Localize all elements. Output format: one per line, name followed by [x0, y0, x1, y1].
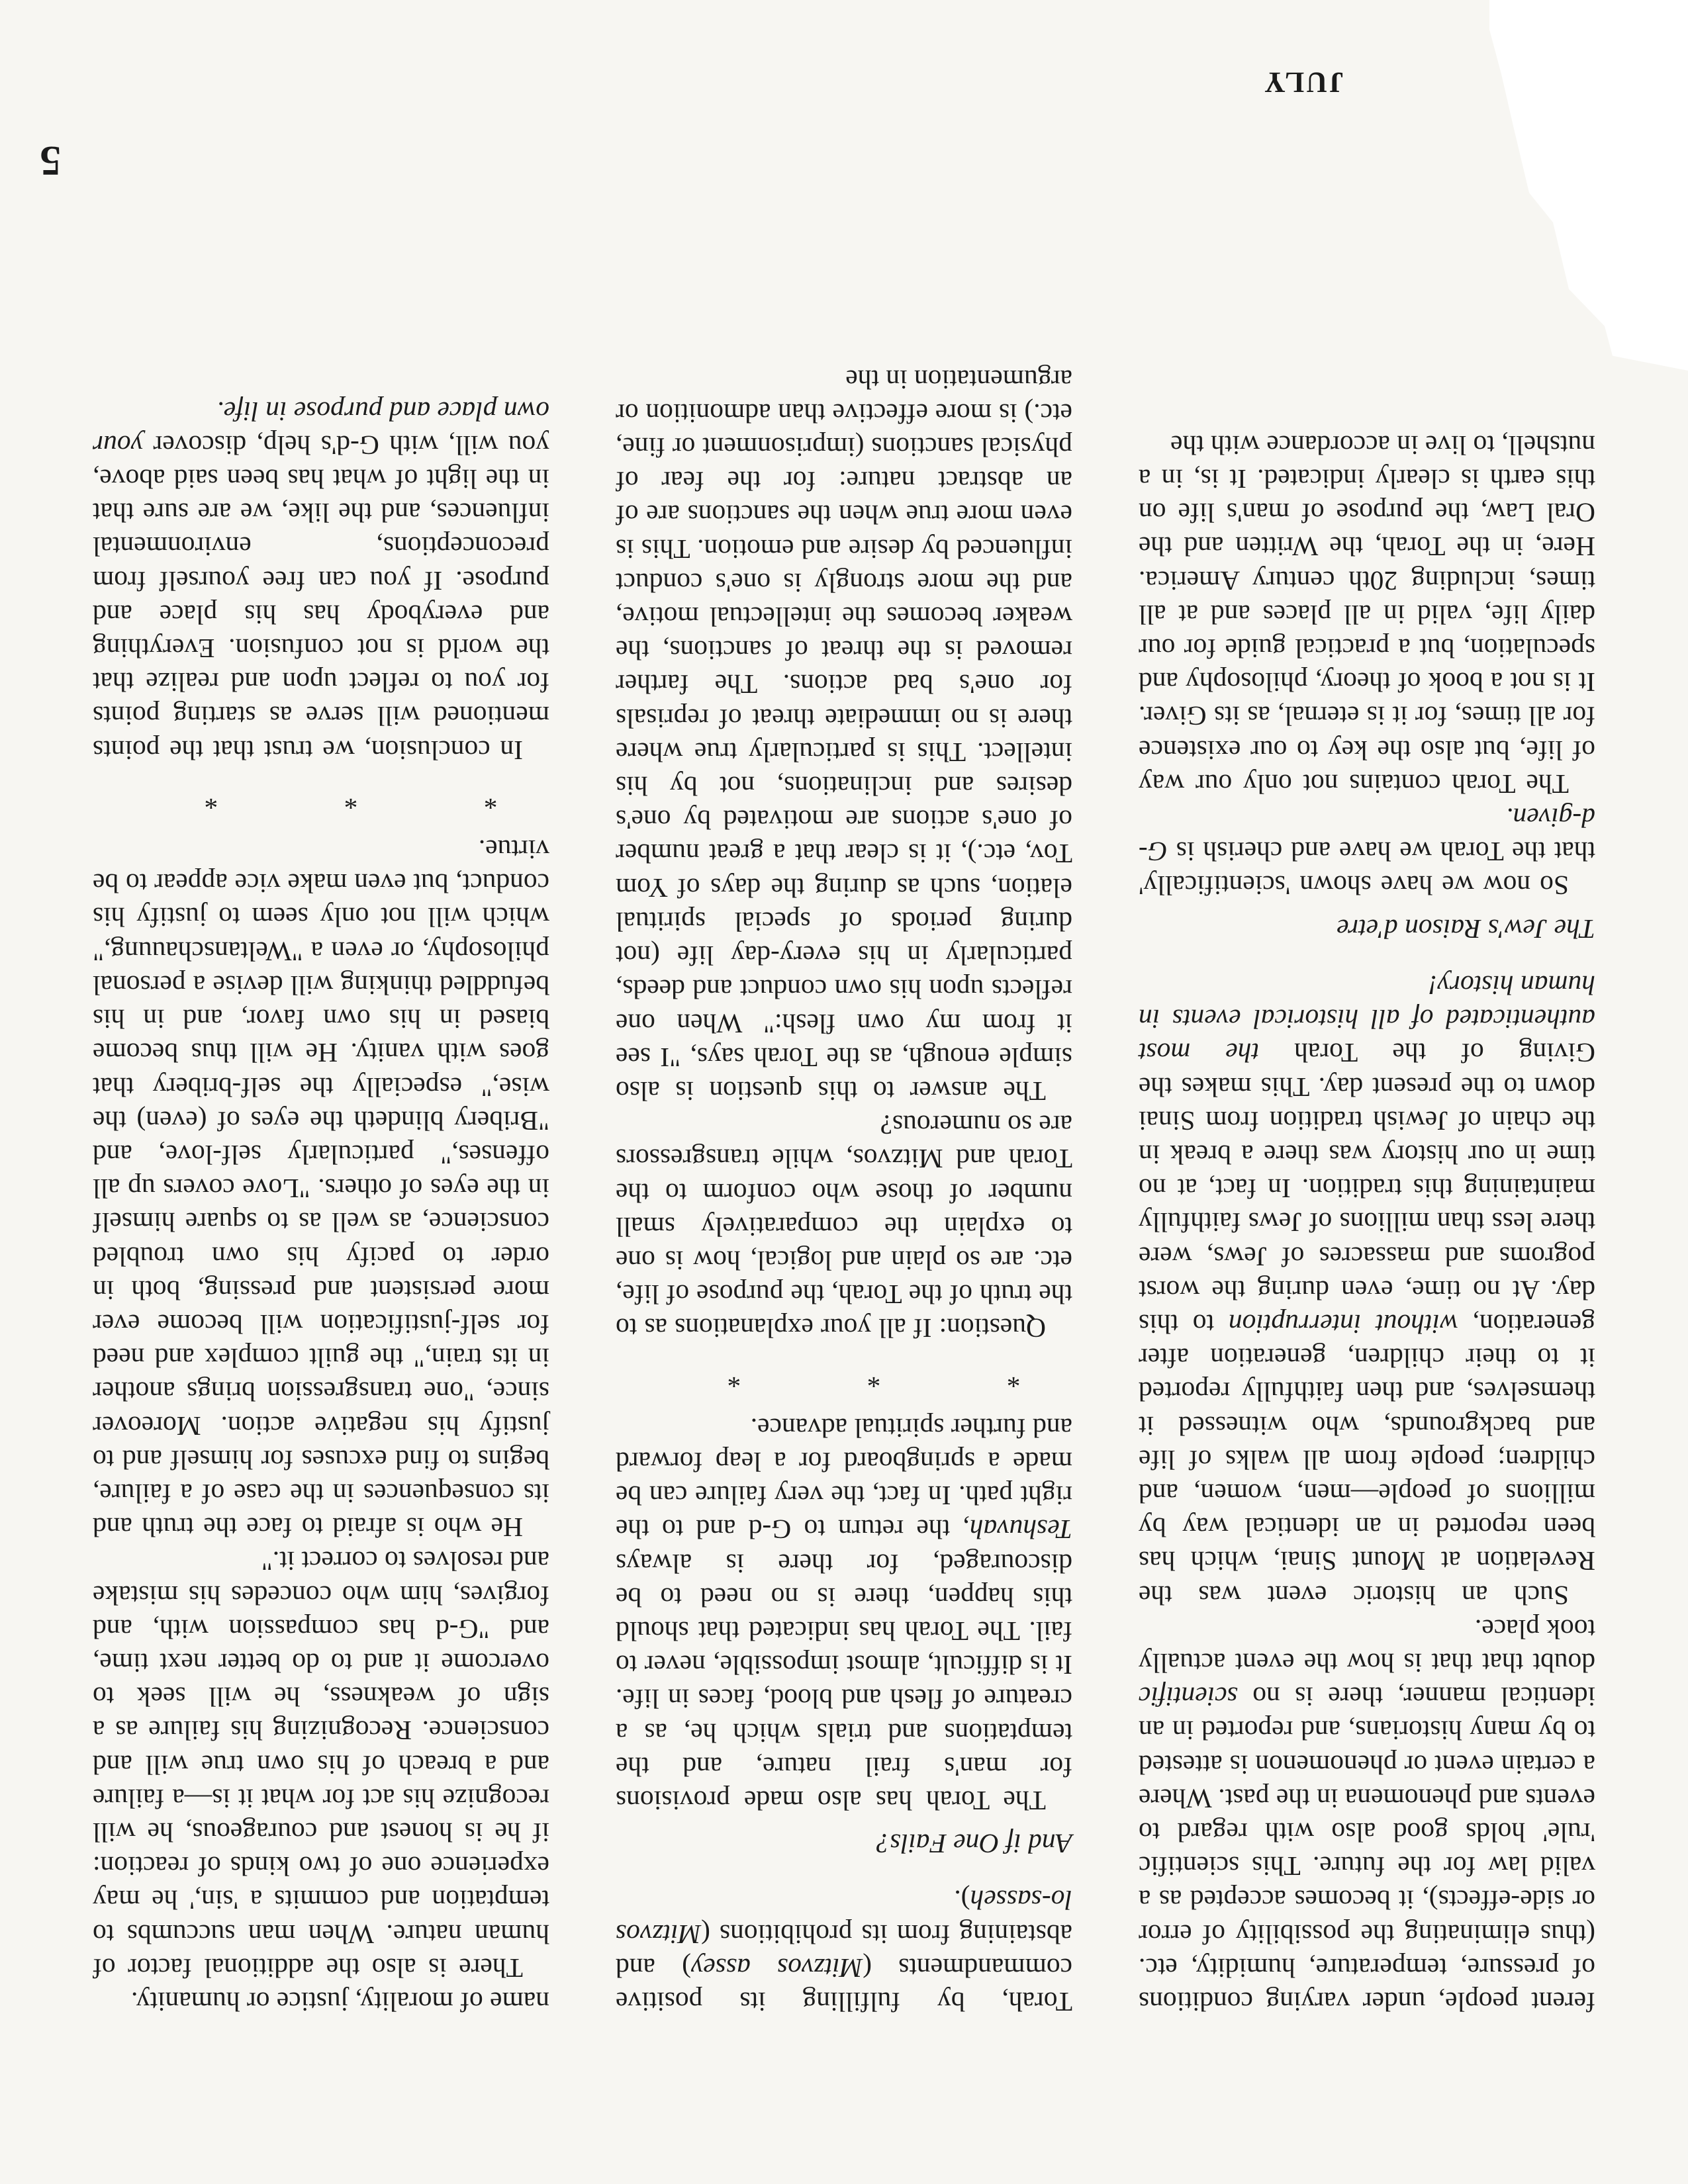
paragraph: The answer to this question is also simple enough, as the Torah says, "I see it from my own flesh:" When one reflects upon his own conduct and deeds, particularly in his every-day life (not during periods of special spiritual elation, such as during the days of Yom Tov, etc.), it is clear that a great number of one's actions are motivated by one's desires and inclinations, not by his intellect. This is particularly true where there is no immediate threat of reprisals for one's bad actions. The farther removed is the threat of sanctions, the weaker becomes the intellectual motive, and the more strongly is one's conduct influenced by desire and emotion. This is even more true when the sanctions are of an abstract nature: for the fear of physical sanctions (imprisonment or fine, etc.) is more effective than admonition or argumentation in the — [616, 364, 1072, 1107]
paragraph — [1139, 1612, 1595, 2019]
paragraph-text: ). — [954, 1885, 970, 1916]
emphasis: Mitzvos lo-sasseh — [616, 1885, 1072, 1950]
paragraph-text: In conclusion, we trust that the points mentioned will serve as starting points for you to reflect upon and realize that the world is not confusion. Everything and everybody has his place and purpose. If you can free yourself from preconceptions, environmental influences, and the like, we are sure that in the light of what has been said above, you will, with G-d's help, discover — [93, 430, 549, 766]
paragraph-text: Torah, by fulfilling its positive commandments ( — [616, 1952, 1072, 2017]
heading-text: The Jew's — [1487, 913, 1595, 944]
emphasis: Mitzvos assey — [690, 1952, 863, 1983]
paragraph — [616, 1411, 1072, 1817]
emphasis: your own place and purpose in life. — [92, 396, 549, 461]
paragraph-text: The Torah has also made provisions for man's frail nature, and the temptations and trials which he, as a creature of flesh and blood, faces in life. It is difficult, almost impossible, never to fail. The Torah has indicated that should this happen, there is no need to be discouraged, for there is always — [616, 1548, 1072, 1816]
paragraph — [1139, 801, 1595, 903]
emphasis: the most authenticated of all historical events in human history! — [1139, 970, 1595, 1069]
emphasis: G-d-given. — [1138, 803, 1595, 868]
emphasis: Teshuvah, — [962, 1514, 1072, 1545]
section-heading — [1139, 912, 1595, 946]
paragraph-text: Such an historic event was the Revelation at Mount Sinai, which has been reported in an identical way by millions of people—men, women, and children; people from all walks of life and backgrounds, who witnessed it themselves, and then faithfully reported it to their children, generation after generation, — [1139, 1308, 1595, 1611]
heading-text: Raison d'etre — [1336, 913, 1481, 944]
paragraph — [1139, 968, 1595, 1612]
page-number: 5 — [40, 138, 61, 185]
paragraph-text: to this day. At no time, even during the worst pogroms and massacres of Jews, were there less than millions of Jews faithfully maintaining this tradition. In fact, at no time in our history was there a break in the chain of Jewish tradition from Sinai down to the present day. This makes the Giving of the Torah — [1139, 1038, 1595, 1340]
text-column-3 — [93, 126, 549, 2019]
paragraph: The Torah contains not only our way of life, but also the key to our existence for all times, for it is eternal, as its Giver. It is not a book of theory, philosophy and speculation, but a practical guide for our daily life, valid in all places and at all times, including 20th century America. Here, in the Torah, the Written and the Oral Law, the purpose of man's life on this earth is clearly indicated. It is, in a nutshell, to live in accordance with the — [1139, 430, 1595, 799]
paragraph-text: the return to G-d and to the right path. In fact, the very failure can be made a springboard for a leap forward and further spiritual advance. — [616, 1412, 1072, 1545]
section-heading: And if One Fails? — [876, 1829, 1072, 1860]
paragraph: name of morality, justice or humanity. — [131, 1987, 549, 2017]
emphasis: scientific — [1139, 1682, 1238, 1713]
paragraph: He who is afraid to face the truth and its consequences in the case of a failure, begins to find excuses for himself and to justify his negative action. Moreover since, "one transgression brings another in its train," the guilt complex and need for self-justification will become ever more persistent and pressing, both in order to pacify his own troubled conscience, as well as to square himself in the eyes of others. "Love covers up all offenses," particularly self-love, and "Bribery blindeth the eyes of (even) the wise," especially the self-bribery that goes with vanity. He will thus become biased in his own favor, and in his befuddled thinking will devise a personal philosophy, or even a "Weltanschauung," which will not only seem to justify his conduct, but even make vice appear to be virtue. — [93, 835, 549, 1543]
paragraph — [616, 1883, 1072, 2019]
text-column-1 — [1139, 126, 1595, 2019]
paragraph-text: doubt that that is how the event actually took place. — [1139, 1614, 1595, 1678]
paragraph — [93, 394, 549, 766]
paragraph-text: ) and abstaining from its prohibitions ( — [616, 1919, 1072, 1983]
text-column-2 — [616, 126, 1072, 2019]
emphasis: without interruption — [1228, 1308, 1458, 1340]
paragraph: Question: If all your explanations as to the truth of the Torah, the purpose of life, etc. are so plain and logical, how is one to explain the comparatively small number of those who conform to the Torah and Mitzvos, while transgressors are so numerous? — [616, 1110, 1072, 1344]
paragraph: There is also the additional factor of human nature. When man succumbs to temptation and commits a 'sin,' he may experience one of two kinds of reaction: if he is honest and courageous, he will recognize his act for what it is—a failure and a breach of his own true will and conscience. Recognizing his failure as a sign of weakness, he will seek to overcome it and to do better next time, and "G-d has compassion with, and forgives, him who concedes his mistake and resolves to correct it." — [93, 1546, 549, 1983]
paragraph-text: ferent people, under varying conditions of pressure, temperature, humidity, etc. (thus eliminating the possibility of error or side-effects), it becomes accepted as a valid law for the future. This scientific 'rule' holds good also with regard to events and phenomena in the past. Where a certain event or phenomenon is attested to by many historians, and reported in an identical manner, there is no — [1139, 1682, 1595, 2017]
paragraph-text: So now we have shown 'scientifically' that the Torah we have and cherish is — [1139, 837, 1595, 901]
section-divider: * * * — [144, 784, 498, 815]
issue-label: JULY — [1262, 66, 1344, 99]
section-divider: * * * — [667, 1363, 1021, 1394]
